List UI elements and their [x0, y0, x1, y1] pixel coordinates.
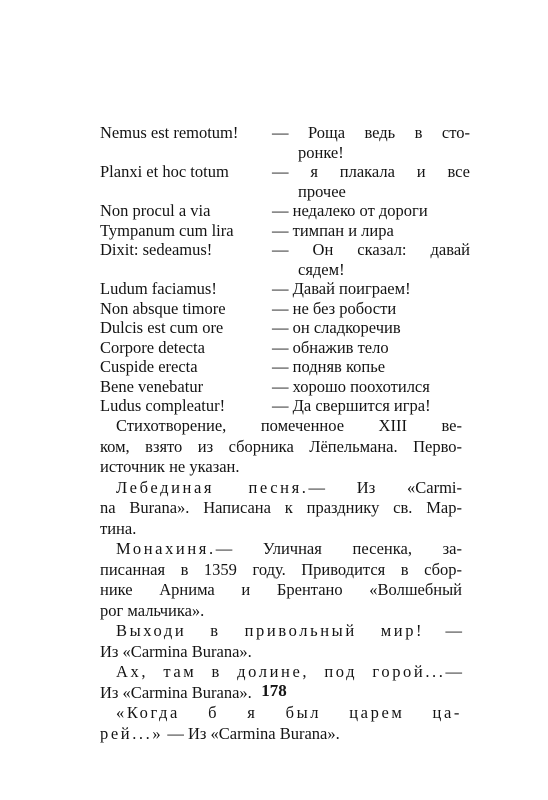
note-title: «Когда б я был царем ца- — [116, 703, 462, 722]
glossary-row — [100, 396, 470, 416]
latin-phrase: Planxi et hoc totum — [100, 162, 229, 181]
translation-line: — Он сказал: давай — [272, 240, 470, 259]
translation-line: — Роща ведь в сто- — [272, 123, 470, 142]
note-swan-song: Лебединая песня.— Из «Carmi- na Burana». Написана к празднику св. Мар- тина. — [100, 477, 462, 538]
latin-phrase: Ludus compleatur! — [100, 396, 226, 415]
note-title: рей...» — [100, 723, 164, 743]
glossary-row — [100, 357, 470, 377]
translation-line: — обнажив тело — [272, 337, 389, 357]
translation-line: — хорошо поохотился — [272, 376, 430, 396]
translation-line: — Да свершится игра! — [272, 396, 431, 415]
latin-phrase: Non absque timore — [100, 298, 226, 318]
glossary-row — [100, 338, 470, 358]
note-title: Монахиня. — [116, 539, 216, 558]
latin-phrase: Dixit: sedeamus! — [100, 240, 213, 259]
latin-phrase: Ludum faciamus! — [100, 279, 217, 298]
translation-line: ронке! — [298, 142, 344, 162]
note-nun: Монахиня.— Уличная песенка, за- писанная в 1359 году. Приводится в сбор- нике Арнима и Брентано «Волшебный рог мальчика». — [100, 539, 462, 620]
translation-line: сядем! — [298, 259, 345, 279]
latin-phrase: Dulcis est cum ore — [100, 318, 224, 337]
translation-line: — тимпан и лира — [272, 220, 394, 240]
translation-line: — недалеко от дороги — [272, 201, 428, 220]
latin-phrase: Nemus est remotum! — [100, 123, 239, 142]
glossary-row — [100, 201, 470, 221]
latin-phrase: Bene venebatur — [100, 376, 204, 396]
glossary-row — [100, 162, 470, 201]
note-free-world: Выходи в привольный мир! — Из «Carmina Burana». — [100, 621, 463, 661]
note-poem: Стихотворение, помеченное XIII ве- ком, взято из сборника Лёпельмана. Перво- источник не указан. — [100, 416, 462, 476]
latin-glossary — [100, 123, 470, 416]
latin-phrase: Tympanum cum lira — [100, 220, 234, 240]
glossary-row — [100, 299, 470, 319]
translation-line: — он сладкоречив — [272, 318, 401, 337]
note-king: «Когда б я был царем ца- рей...» — Из «Carmina Burana». — [100, 703, 462, 743]
translation-line: — Давай поиграем! — [272, 279, 411, 298]
glossary-row — [100, 279, 470, 299]
note-valley: Ах, там в долине, под горой...— Из «Carmina Burana». — [100, 662, 462, 702]
latin-phrase: Non procul a via — [100, 201, 211, 220]
translation-line: — не без робости — [272, 298, 397, 318]
note-title: Ах, там в долине, под горой... — [116, 662, 446, 681]
glossary-row — [100, 318, 470, 338]
glossary-row — [100, 377, 470, 397]
note-title: Выходи в привольный мир! — [116, 621, 425, 640]
translation-line: прочее — [298, 181, 346, 201]
glossary-row — [100, 221, 470, 241]
glossary-row — [100, 240, 470, 279]
translation-line: — подняв копье — [272, 357, 386, 376]
page-number: 178 — [261, 681, 287, 700]
latin-phrase: Cuspide erecta — [100, 357, 198, 376]
glossary-row — [100, 123, 470, 162]
latin-phrase: Corpore detecta — [100, 337, 205, 357]
translation-line: — я плакала и все — [272, 162, 470, 181]
note-title: Лебединая песня. — [116, 477, 309, 497]
